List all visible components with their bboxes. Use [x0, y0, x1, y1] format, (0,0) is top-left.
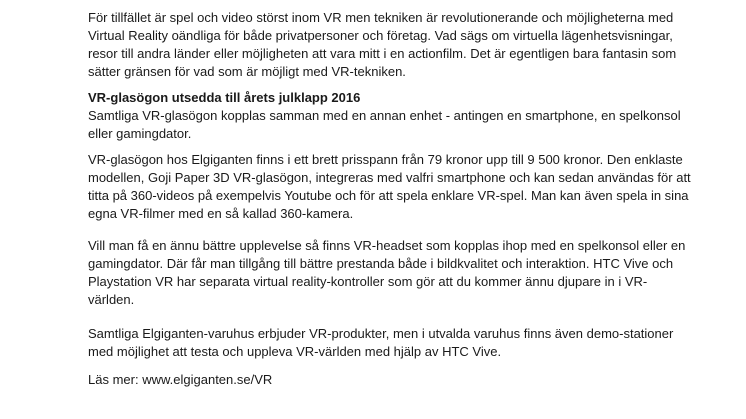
- section-line-1: Samtliga VR-glasögon kopplas samman med en annan enhet - antingen en smartphone, en spelkonsol: [88, 108, 681, 123]
- paragraph-3-line-3: Playstation VR har separata virtual reality-kontroller som gör att du kommer ännu djupare in i VR-: [88, 274, 648, 289]
- paragraph-1-line-3: resor till andra länder eller möjligheten att vara mitt i en actionfilm. Det är egentligen bara fantasin som: [88, 46, 677, 61]
- section-heading: VR-glasögon utsedda till årets julklapp 2016: [88, 90, 361, 105]
- paragraph-1-line-4: sätter gränsen för vad som är möjligt med VR-tekniken.: [88, 64, 406, 79]
- paragraph-1-line-1: För tillfället är spel och video störst inom VR men tekniken är revolutionerande och möjligheterna med: [88, 10, 674, 25]
- read-more-label: Läs mer:: [88, 372, 139, 387]
- paragraph-4-line-1: Samtliga Elgiganten-varuhus erbjuder VR-produkter, men i utvalda varuhus finns även demo-stationer: [88, 326, 674, 341]
- paragraph-3-line-1: Vill man få en ännu bättre upplevelse så finns VR-headset som kopplas ihop med en spelkonsol eller en: [88, 238, 686, 253]
- paragraph-2-line-1: VR-glasögon hos Elgiganten finns i ett brett prisspann från 79 kronor upp till 9 500 kronor. Den enklaste: [88, 152, 683, 167]
- paragraph-3-line-2: gamingdator. Där får man tillgång till bättre prestanda både i bildkvalitet och interaktion. HTC Vive och: [88, 256, 674, 271]
- paragraph-3-line-4: världen.: [88, 292, 135, 307]
- paragraph-1-line-2: Virtual Reality oändliga för både privatpersoner och företag. Vad sägs om virtuella lägenhetsvisningar,: [88, 28, 673, 43]
- read-more-link[interactable]: www.elgiganten.se/VR: [142, 372, 273, 387]
- read-more: [88, 372, 272, 388]
- paragraph-2-line-4: egna VR-filmer med en så kallad 360-kamera.: [88, 206, 354, 221]
- paragraph-2-line-2: modellen, Goji Paper 3D VR-glasögon, integreras med valfri smartphone och kan sedan användas för att: [88, 170, 691, 185]
- section-line-2: eller gamingdator.: [88, 126, 192, 141]
- paragraph-4-line-2: med möjlighet att testa och uppleva VR-världen med hjälp av HTC Vive.: [88, 344, 502, 359]
- paragraph-2-line-3: titta på 360-videos på exempelvis Youtube och för att spela enklare VR-spel. Man kan även spela in sina: [88, 188, 689, 203]
